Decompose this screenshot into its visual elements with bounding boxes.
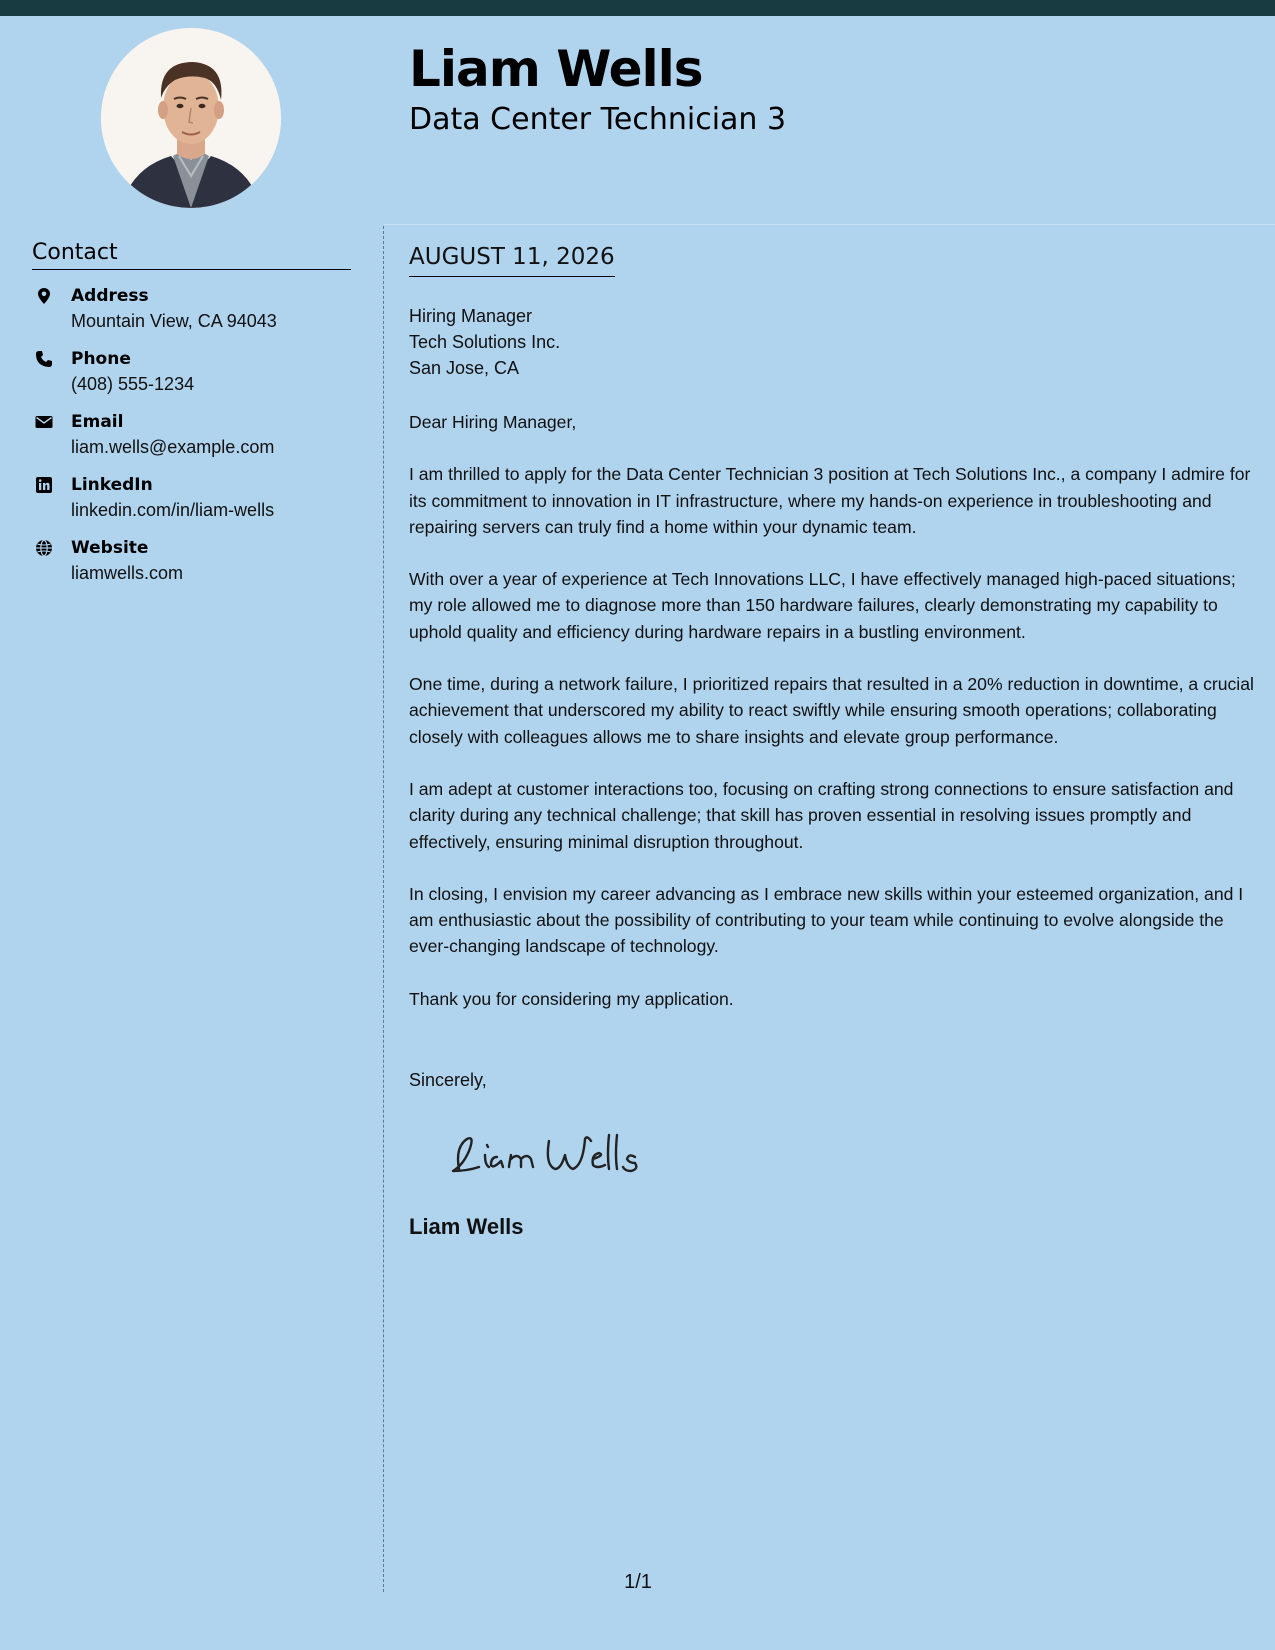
top-accent-bar [0,0,1275,16]
contact-label: Website [71,538,149,558]
letter-body [409,409,1254,1038]
body-paragraph: I am thrilled to apply for the Data Center Technician 3 position at Tech Solutions Inc., a company I admire for its commitment to innovation in IT infrastructure, where my hands-on experience in troubleshooting and repairing servers can truly find a home within your dynamic team. [409,464,1251,537]
recipient-line: San Jose, CA [409,358,520,378]
contact-item-linkedin [32,473,362,536]
candidate-name: Liam Wells [409,40,703,98]
contact-item-email [32,410,362,473]
signed-name: Liam Wells [409,1214,524,1239]
signoff: Sincerely, [409,1070,487,1090]
closing-paragraph: Thank you for considering my application. [409,988,734,1009]
recipient-block [409,303,560,381]
body-paragraph: With over a year of experience at Tech Innovations LLC, I have effectively managed high-paced situations; my role allowed me to diagnose more than 150 hardware failures, clearly demonstrating my capability to uphold quality and efficiency during hardware repairs in a bustling environment. [409,569,1236,642]
contact-label: LinkedIn [71,475,153,495]
contact-value: (408) 555-1234 [71,374,195,394]
page-number: 1/1 [624,1571,652,1593]
map-pin-icon [35,287,53,305]
contact-value: liam.wells@example.com [71,437,275,457]
salutation: Dear Hiring Manager, [409,412,577,432]
column-divider [383,226,384,1592]
contact-list [32,284,362,599]
body-paragraph: I am adept at customer interactions too, focusing on crafting strong connections to ensure satisfaction and clarity during any technical challenge; that skill has proven essential in resolving issues promptly and effectively, ensuring minimal disruption throughout. [409,778,1234,852]
profile-photo [101,28,281,208]
body-paragraph: One time, during a network failure, I prioritized repairs that resulted in a 20% reduction in downtime, a crucial achievement that underscored my ability to react swiftly while ensuring smooth operations; collaborating closely with colleagues allows me to share insights and elevate group performance. [409,674,1254,747]
linkedin-icon [35,476,53,494]
contact-value: Mountain View, CA 94043 [71,311,277,331]
contact-value: liamwells.com [71,563,184,583]
contact-item-phone [32,347,362,410]
contact-item-address [32,284,362,347]
globe-icon [35,539,53,557]
contact-label: Phone [71,349,131,369]
contact-heading: Contact [32,240,351,270]
envelope-icon [35,413,53,431]
contact-label: Email [71,412,124,432]
recipient-line: Hiring Manager [409,306,533,326]
candidate-job-title: Data Center Technician 3 [409,102,787,137]
letter-date: AUGUST 11, 2026 [409,244,615,277]
body-paragraph: In closing, I envision my career advancing as I embrace new skills within your esteemed organization, and I am enthusiastic about the possibility of contributing to your team while continuing to evolve alongside the ever-changing landscape of technology. [409,883,1244,957]
recipient-line: Tech Solutions Inc. [409,332,561,352]
handwritten-signature [445,1125,645,1185]
contact-label: Address [71,286,149,306]
header-divider [384,224,1275,225]
contact-value: linkedin.com/in/liam-wells [71,500,275,520]
phone-icon [35,350,53,368]
contact-item-website [32,536,362,599]
